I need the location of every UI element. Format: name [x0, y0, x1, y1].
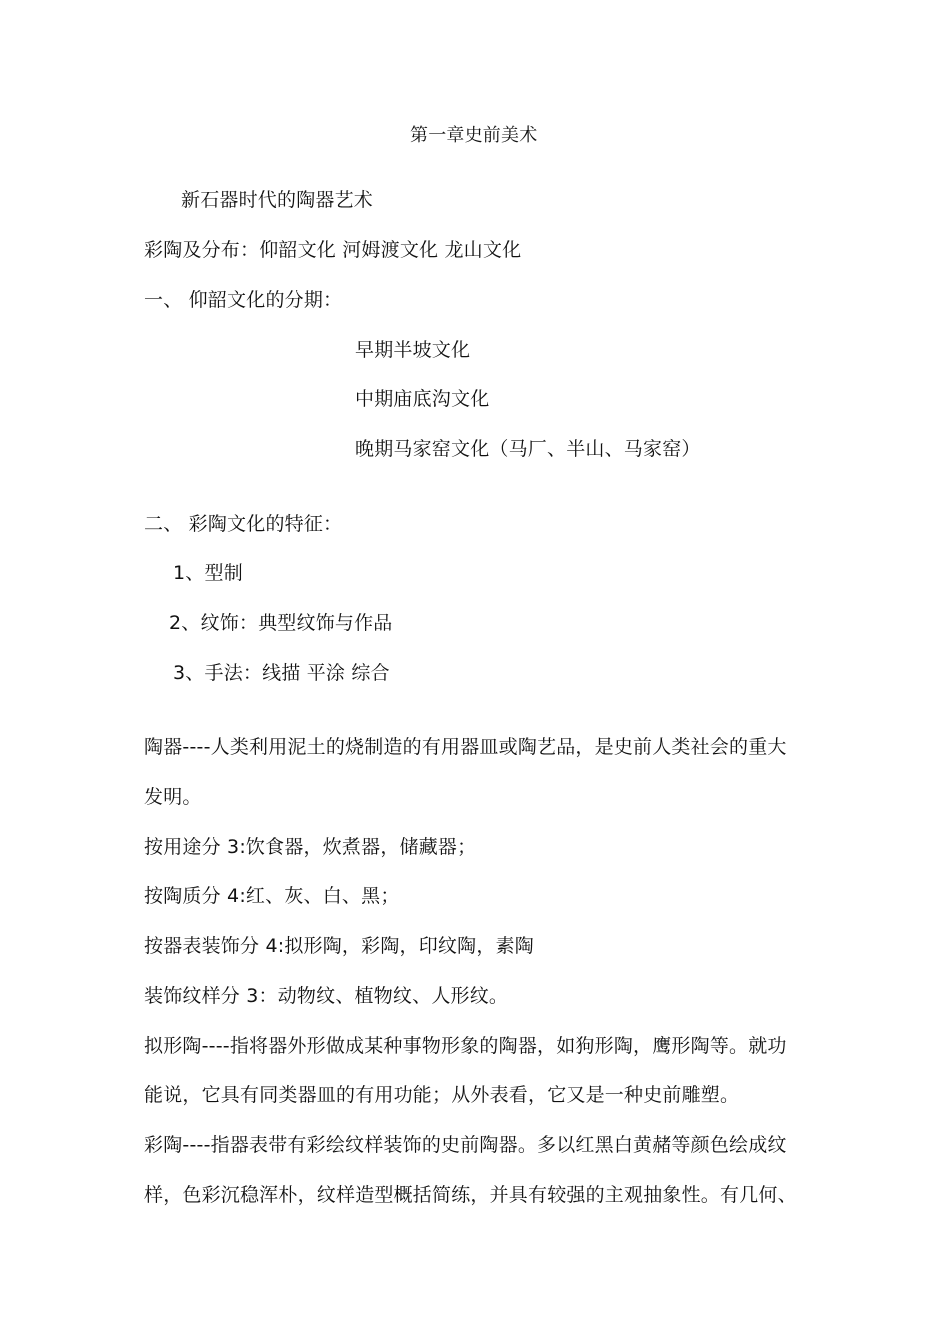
paragraph-line: 发明。	[144, 786, 202, 808]
paragraph-line: 拟形陶----指将器外形做成某种事物形象的陶器，如狗形陶，鹰形陶等。就功	[144, 1035, 787, 1057]
part2-heading: 二、 彩陶文化的特征：	[144, 513, 343, 535]
feature-item: 2、纹饰：典型纹饰与作品	[169, 612, 393, 634]
feature-item: 1、型制	[173, 562, 243, 584]
paragraph-line: 样，色彩沉稳浑朴，纹样造型概括简练，并具有较强的主观抽象性。有几何、	[144, 1184, 797, 1206]
paragraph-line: 陶器----人类利用泥土的烧制造的有用器皿或陶艺品，是史前人类社会的重大	[144, 736, 787, 758]
distribution-line: 彩陶及分布：仰韶文化 河姆渡文化 龙山文化	[144, 239, 522, 261]
paragraph-line: 能说，它具有同类器皿的有用功能；从外表看，它又是一种史前雕塑。	[144, 1084, 740, 1106]
part1-heading: 一、 仰韶文化的分期：	[144, 289, 343, 311]
paragraph-line: 按器表装饰分 4:拟形陶，彩陶，印纹陶，素陶	[144, 935, 534, 957]
paragraph-line: 按用途分 3:饮食器，炊煮器，储藏器；	[144, 836, 477, 858]
paragraph-line: 装饰纹样分 3：动物纹、植物纹、人形纹。	[144, 985, 509, 1007]
period-item: 晚期马家窑文化（马厂、半山、马家窑）	[355, 438, 701, 460]
paragraph-line: 彩陶----指器表带有彩绘纹样装饰的史前陶器。多以红黑白黄赭等颜色绘成纹	[144, 1134, 787, 1156]
period-item: 早期半坡文化	[355, 339, 471, 361]
period-item: 中期庙底沟文化	[355, 388, 490, 410]
feature-item: 3、手法：线描 平涂 综合	[173, 662, 390, 684]
section-heading: 新石器时代的陶器艺术	[181, 189, 374, 211]
chapter-title: 第一章史前美术	[410, 125, 538, 146]
paragraph-line: 按陶质分 4:红、灰、白、黑；	[144, 885, 400, 907]
